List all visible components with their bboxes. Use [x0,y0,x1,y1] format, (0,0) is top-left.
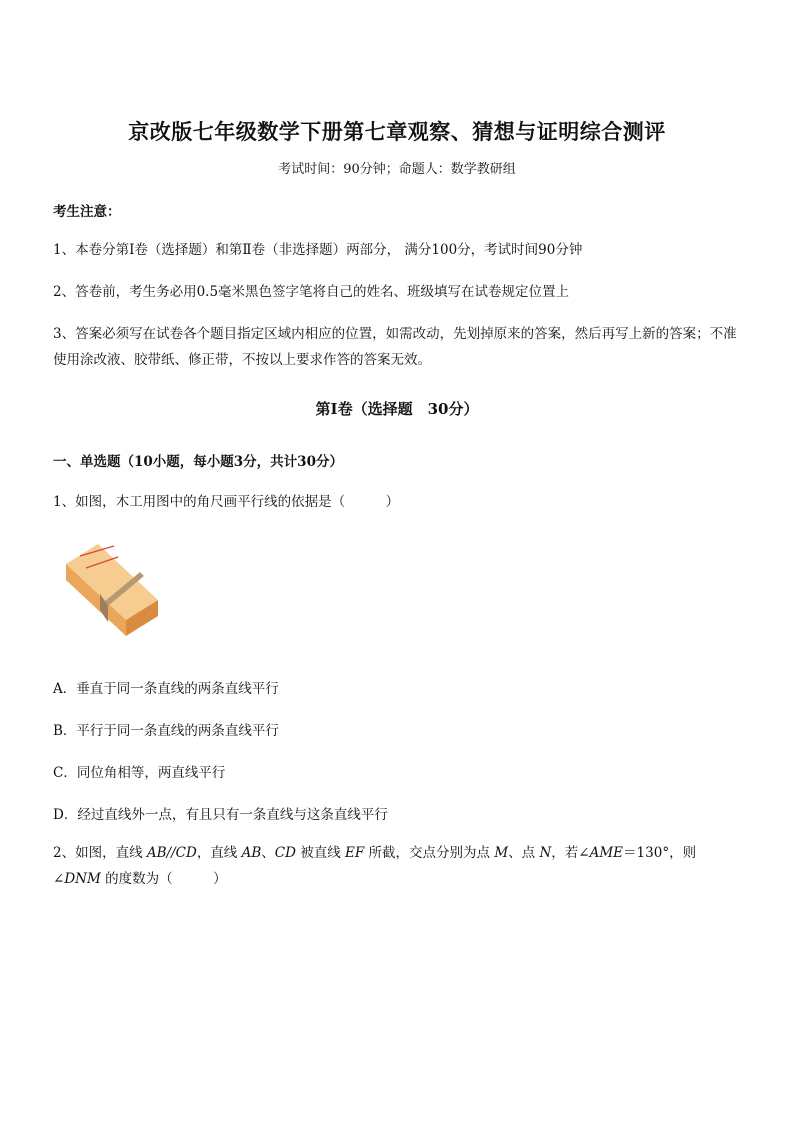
q2-text: ∠ [53,871,65,887]
q2-math: N [539,845,552,861]
q2-math: M [494,845,509,861]
section-title: 第Ⅰ卷（选择题 30分） [315,400,479,418]
carpenter-square-figure [64,542,164,642]
q2-text: ，直线 [196,845,242,861]
q2-math: CD [274,845,296,861]
q2-text: 、 [261,845,275,861]
q2-text: 2、如图，直线 [53,845,147,861]
exam-title: 京改版七年级数学下册第七章观察、猜想与证明综合测评 [128,119,666,144]
q2-math: AB [241,845,262,861]
notice-heading: 考生注意： [53,204,121,220]
q2-text: 、点 [508,845,540,861]
exam-subtitle: 考试时间：90分钟；命题人：数学教研组 [278,162,516,177]
q2-math: DNM [64,871,101,887]
question-2-stem-line-1 [53,840,696,866]
notice-item-3: 3、答案必须写在试卷各个题目指定区域内相应的位置，如需改动，先划掉原来的答案，然后再写上新的答案；不准使用涂改液、胶带纸、修正带，不按以上要求作答的答案无效。 [53,326,737,368]
q2-text: 被直线 [295,845,346,861]
q2-math: EF [345,845,365,861]
q2-text: ，若∠ [551,845,590,861]
question-1-option-c[interactable]: C．同位角相等，两直线平行 [53,765,226,781]
q2-math: AME [589,845,624,861]
question-1-stem: 1、如图，木工用图中的角尺画平行线的依据是（ ） [53,494,400,510]
question-2-stem-line-2 [53,866,227,892]
question-1-option-a[interactable]: A．垂直于同一条直线的两条直线平行 [53,681,279,697]
wood-block-with-square-illustration [64,542,164,638]
q2-math: AB//CD [146,845,197,861]
part-title: 一、单选题（10小题，每小题3分，共计30分） [53,454,343,470]
q2-text: ＝130°，则 [623,845,697,861]
q2-text: 的度数为（ ） [100,871,227,887]
question-1-option-b[interactable]: B．平行于同一条直线的两条直线平行 [53,723,279,739]
q2-text: 所截，交点分别为点 [364,845,495,861]
notice-item-2: 2、答卷前，考生务必用0.5毫米黑色签字笔将自己的姓名、班级填写在试卷规定位置上 [53,284,570,300]
question-1-option-d[interactable]: D．经过直线外一点，有且只有一条直线与这条直线平行 [53,807,388,823]
notice-item-1: 1、本卷分第Ⅰ卷（选择题）和第Ⅱ卷（非选择题）两部分， 满分100分，考试时间90分钟 [53,242,583,258]
